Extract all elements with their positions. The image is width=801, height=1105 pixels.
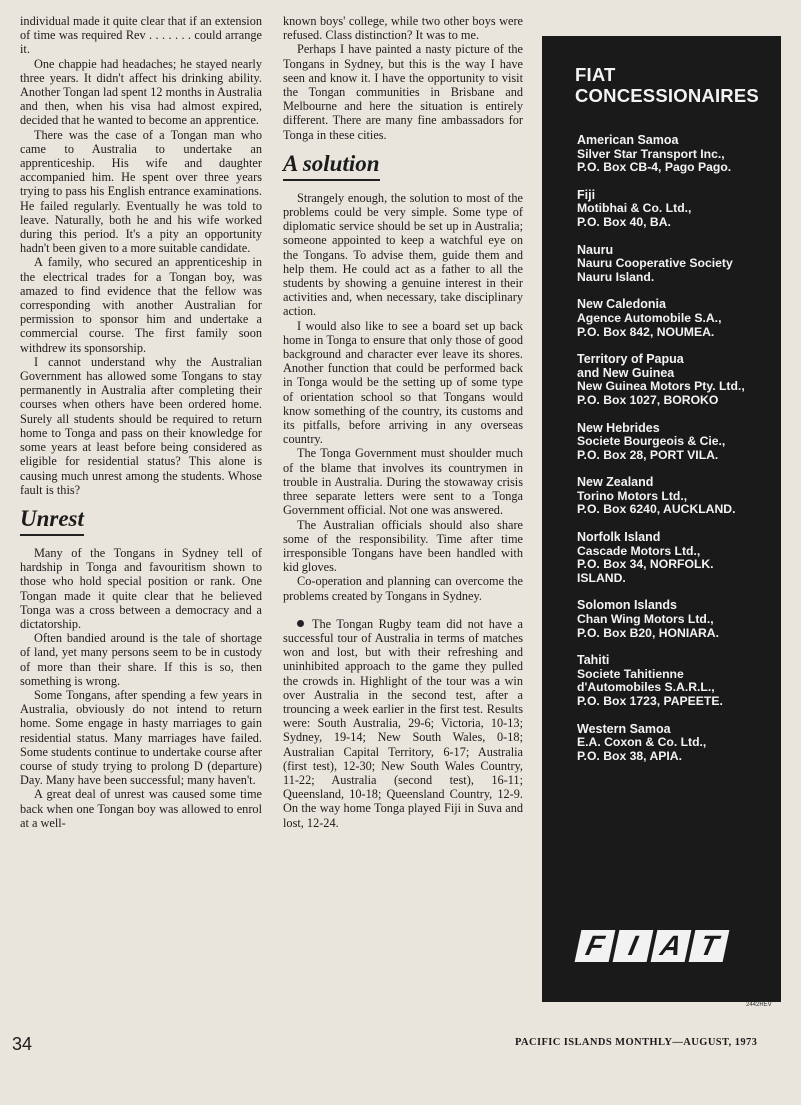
concessionaire-address-line: P.O. Box 38, APIA. — [577, 748, 682, 763]
concessionaire-address-line: Silver Star Transport Inc., — [577, 146, 725, 161]
paragraph: A great deal of unrest was caused some time back when one Tongan boy was allowed to enrol at a well- — [20, 787, 262, 830]
concessionaire-address-line: Nauru Island. — [577, 269, 655, 284]
concessionaire-place: Western Samoa — [577, 721, 671, 736]
concessionaire-address-line: d'Automobiles S.A.R.L., — [577, 680, 715, 695]
concessionaire-address-line: Chan Wing Motors Ltd., — [577, 612, 714, 627]
logo-letter: I — [613, 930, 654, 962]
paragraph: I would also like to see a board set up back home in Tonga to ensure that only those of good background and character ever leave its shores. Another function that could be performed back in Tonga would be the setting up of some type of orientation school so that Tongans would know something of the country, its customs and its pitfalls, before arriving in any overseas country. — [283, 318, 523, 447]
concessionaire-place: New Caledonia — [577, 297, 666, 312]
concessionaire-place: Tahiti — [577, 653, 610, 668]
concessionaire-entry — [577, 298, 781, 339]
concessionaire-place: American Samoa — [577, 133, 679, 147]
concessionaire-place: Norfolk Island — [577, 530, 661, 545]
logo-letter: T — [689, 930, 730, 962]
paragraph: Many of the Tongans in Sydney tell of hardship in Tonga and favouritism shown to those who hold special position or rank. One Tongan made it quite clear that he believed Tonga was a cross between a democracy and a dictatorship. — [20, 545, 262, 631]
concessionaire-place: Fiji — [577, 187, 596, 202]
section-heading-unrest: Unrest — [20, 507, 262, 536]
concessionaire-entry — [577, 476, 781, 517]
concessionaire-address-line: P.O. Box 1723, PAPEETE. — [577, 694, 723, 708]
concessionaire-entry — [577, 353, 781, 407]
paragraph: The Tonga Government must shoulder much of the blame that involves its countrymen in trouble in Australia. During the stowaway crisis three separate letters were sent to a Tonga Government official. Not one was answered. — [283, 446, 523, 518]
concessionaire-place: Territory of Papua and New Guinea — [577, 352, 684, 380]
logo-letter: A — [651, 930, 692, 962]
concessionaire-entry — [577, 189, 781, 230]
concessionaire-address-line: P.O. Box 1027, BOROKO — [577, 392, 719, 407]
paragraph: The Australian officials should also share some of the responsibility. Time after time irresponsible Tongans have been handled with kid gloves. — [283, 517, 523, 575]
concessionaire-place: Solomon Islands — [577, 598, 678, 613]
paragraph: Co-operation and planning can overcome the problems created by Tongans in Sydney. — [283, 574, 523, 603]
concessionaire-address-line: P.O. Box 842, NOUMEA. — [577, 324, 715, 339]
paragraph: individual made it quite clear that if an extension of time was required Rev . . . . . . . could arrange it. — [20, 14, 262, 57]
article-column-2 — [283, 14, 523, 830]
ad-code: 2442REV — [746, 1002, 772, 1008]
concessionaire-address-line: Societe Bourgeois & Cie., — [577, 434, 726, 449]
bullet-icon — [297, 620, 304, 627]
logo-letter: F — [575, 930, 616, 962]
concessionaire-address-line: Torino Motors Ltd., — [577, 488, 688, 503]
paragraph: The Tongan Rugby team did not have a successful tour of Australia in terms of matches won and lost, but with their refreshing and uninhibited approach to the game they pulled the crowds in. Highlight of the tour was a win over Australia in the second test, after a trouncing a week earlier in the first test. Results were: South Australia, 29-6; Victoria, 10-13; Sydney, 19-14; New South Wales, 0-18; Australian Capital Territory, 6-17; Australia (first test), 12-30; New South Wales Country, 11-22; Australia (second test), 16-11; Queensland, 10-18; Queensland Country, 12-9. On the way home Tonga played Fiji in Suva and lost, 12-24. — [283, 616, 523, 830]
concessionaire-address-line: Cascade Motors Ltd., — [577, 543, 701, 558]
paragraph: One chappie had headaches; he stayed nearly three years. It didn't affect his drinking ability. Another Tongan lad spent 12 months in Australia and then, when his visa had almost expired, decided that he wanted to become an apprentice. — [20, 56, 262, 128]
section-heading-solution: A solution — [283, 152, 523, 181]
concessionaire-entry — [577, 244, 781, 285]
paragraph: A family, who secured an apprenticeship in the electrical trades for a Tongan boy, was amazed to find evidence that the fellow was corresponding with another Australian for permission to sponsor him and undertake a commercial course. The first family soon withdrew its sponsorship. — [20, 255, 262, 355]
paragraph: There was the case of a Tongan man who came to Australia to undertake an apprenticeship. His wife and daughter accompanied him. He spent over three years trying to pass his English entrance examinations. He failed regularly. Eventually he was told to leave. Naturally, both he and his wife worked during this period. It's a pity an opportunity hadn't been given to a more suitable candidate. — [20, 127, 262, 256]
concessionaire-entry — [577, 134, 781, 175]
concessionaire-address-line: New Guinea Motors Pty. Ltd., — [577, 379, 745, 394]
article-column-1 — [20, 14, 262, 830]
paragraph: I cannot understand why the Australian Government has allowed some Tongans to stay permanently in Australia after completing their courses when others have been ordered home. Surely all students should be required to return home to Tonga and pass on their knowledge for some years at least before being considered as eligible for residential status? This alone is causing much unrest among the students. Whose fault is this? — [20, 354, 262, 497]
concessionaire-place: New Hebrides — [577, 420, 660, 435]
concessionaire-address-line: P.O. Box 40, BA. — [577, 214, 671, 229]
concessionaire-address-line: P.O. Box 34, NORFOLK. — [577, 557, 714, 572]
concessionaire-address-line: Societe Tahitienne — [577, 666, 684, 681]
concessionaire-address-line: ISLAND. — [577, 570, 626, 585]
paragraph: known boys' college, while two other boys were refused. Class distinction? It was to me. — [283, 14, 523, 43]
concessionaire-address-line: Nauru Cooperative Society — [577, 256, 733, 271]
concessionaire-address-line: P.O. Box 28, PORT VILA. — [577, 447, 719, 462]
concessionaire-entry — [577, 654, 781, 708]
fiat-advertisement — [542, 36, 781, 1002]
page-footer — [10, 1034, 790, 1054]
ad-title: FIAT CONCESSIONAIRES — [575, 64, 759, 106]
concessionaire-address-line: Motibhai & Co. Ltd., — [577, 201, 692, 216]
concessionaire-address-line: P.O. Box B20, HONIARA. — [577, 625, 719, 640]
concessionaire-address-line: Agence Automobile S.A., — [577, 310, 722, 325]
paragraph: Often bandied around is the tale of shortage of land, yet many persons seem to be in custody of more than their share. If this is so, then something is wrong. — [20, 631, 262, 688]
fiat-logo — [578, 930, 730, 962]
concessionaire-address-line: P.O. Box 6240, AUCKLAND. — [577, 502, 736, 517]
page-number: 34 — [12, 1034, 33, 1054]
publication-line: PACIFIC ISLANDS MONTHLY—AUGUST, 1973 — [515, 1037, 758, 1048]
paragraph: Perhaps I have painted a nasty picture of the Tongans in Sydney, but this is the way I have seen and know it. I have the opportunity to visit the Tongan communities in Brisbane and Melbourne and here the situation is entirely different. There are many fine ambassadors for Tonga in these cities. — [283, 42, 523, 142]
concessionaire-entry — [577, 422, 781, 463]
concessionaire-entry — [577, 723, 781, 764]
concessionaire-entry — [577, 531, 781, 585]
concessionaire-place: Nauru — [577, 242, 614, 257]
paragraph: Strangely enough, the solution to most of the problems could be very simple. Some type of diplomatic service should be set up in Australia; someone appointed to keep a watchful eye on the Tongans. To advise them, guide them and help them. He could act as a father to all the students by showing a genuine interest in their activities and, when necessary, take disciplinary action. — [283, 190, 523, 319]
concessionaire-place: New Zealand — [577, 475, 654, 490]
concessionaire-address-line: P.O. Box CB-4, Pago Pago. — [577, 160, 732, 175]
concessionaire-entry — [577, 599, 781, 640]
concessionaire-list — [577, 134, 781, 763]
concessionaire-address-line: E.A. Coxon & Co. Ltd., — [577, 735, 707, 750]
paragraph: Some Tongans, after spending a few years in Australia, obviously do not intend to return home. Some engage in hasty marriages to gain residential status. Many marriages have failed. Some students continue to undertake course after course of study trying to prolong D (departure) Day. Many have been successful; many haven't. — [20, 687, 262, 788]
